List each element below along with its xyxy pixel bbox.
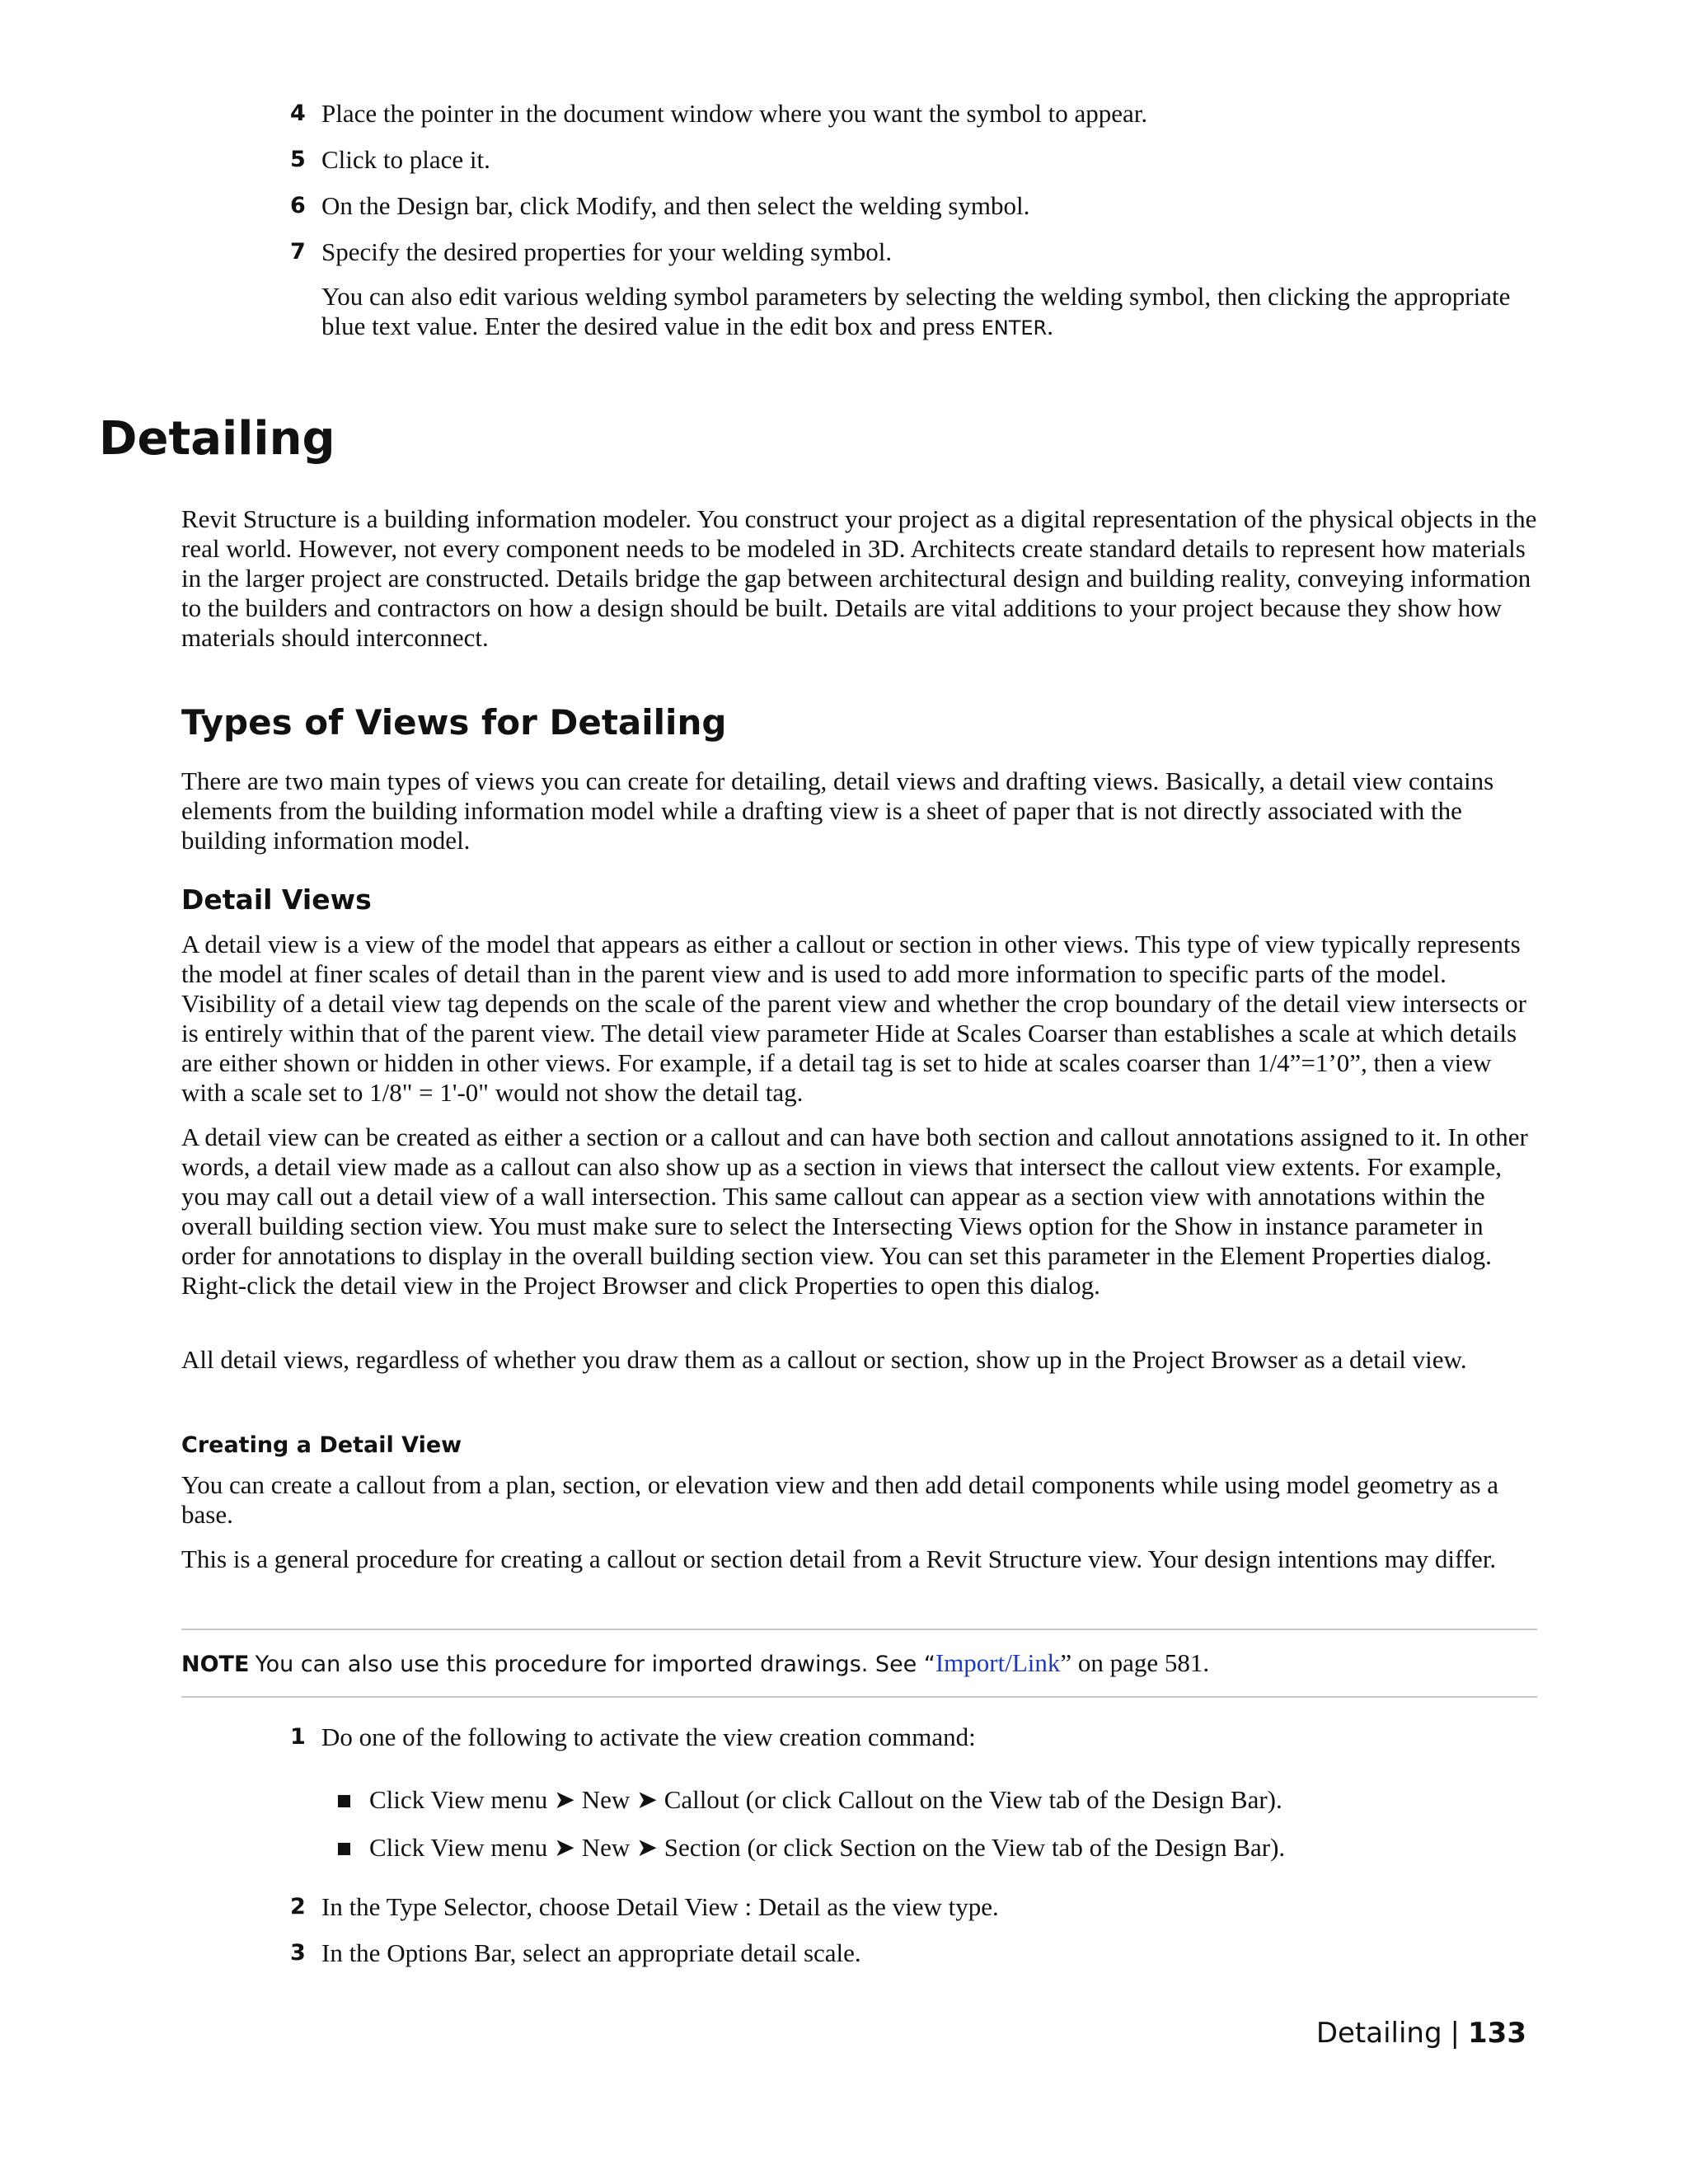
bullet-text: Click View menu ➤ New ➤ Callout (or click Callout on the View tab of the Design Bar). (369, 1785, 1282, 1814)
subsubsection-heading: Detail Views (181, 883, 372, 916)
step-number: 6 (290, 193, 306, 218)
step-text: On the Design bar, click Modify, and then select the welding symbol. (321, 191, 1030, 220)
step-number: 7 (290, 239, 306, 265)
bullet-square-icon (338, 1795, 350, 1807)
page-footer (1316, 2015, 1526, 2051)
detail-views-paragraph: All detail views, regardless of whether you draw them as a callout or section, show up in the Project Browser as a detail view. (181, 1345, 1467, 1374)
import-link[interactable]: Import/Link (935, 1648, 1061, 1677)
note-after: ” on page 581. (1060, 1648, 1210, 1677)
note-label: NOTE (181, 1652, 250, 1677)
subsection-heading: Types of Views for Detailing (181, 702, 727, 743)
step-number: 4 (290, 101, 306, 126)
bullet-square-icon (338, 1843, 350, 1855)
step-number: 1 (290, 1724, 306, 1750)
key-name: ENTER (981, 316, 1048, 340)
note-top-rule (181, 1629, 1537, 1630)
step-number: 3 (290, 1940, 306, 1966)
step-text: In the Options Bar, select an appropriate detail scale. (321, 1938, 861, 1967)
step-text: Do one of the following to activate the view creation command: (321, 1722, 976, 1751)
creating-paragraph: This is a general procedure for creating a callout or section detail from a Revit Structure view. Your design intentions may differ. (181, 1544, 1497, 1573)
note-text: You can also use this procedure for imported drawings. See “ (255, 1652, 935, 1677)
detail-views-paragraph: A detail view is a view of the model that appears as either a callout or section in other views. This type of view typically represents the model at finer scales of detail than in the parent view and is used to add more information to specific parts of the model. Visibility of a detail view tag depends on the scale of the parent view and whether the crop boundary of the detail view intersects or is entirely within that of the parent view. The detail view parameter Hide at Scales Coarser than establishes a scale at which details are either shown or hidden in other views. For example, if a detail tag is set to hide at scales coarser than 1/4”=1’0”, then a view with a scale set to 1/8" = 1'-0" would not show the detail tag. (181, 930, 1526, 1107)
step-number: 2 (290, 1894, 306, 1919)
detail-views-paragraph: A detail view can be created as either a section or a callout and can have both section and callout annotations assigned to it. In other words, a detail view made as a callout can also show up as a section in views that intersect the callout view extents. For example, you may call out a detail view of a wall intersection. This same callout can appear as a section view with annotations within the overall building section view. You must make sure to select the Intersecting Views option for the Show in instance parameter in order for annotations to display in the overall building section view. You can set this parameter in the Element Properties dialog. Right-click the detail view in the Project Browser and click Properties to open this dialog. (181, 1122, 1528, 1300)
types-paragraph: There are two main types of views you can create for detailing, detail views and drafting views. Basically, a detail view contains elements from the building information model while a drafting view is a sheet of paper that is not directly associated with the building information model. (181, 766, 1494, 855)
step-text: Place the pointer in the document window where you want the symbol to appear. (321, 99, 1148, 128)
intro-paragraph: Revit Structure is a building information modeler. You construct your project as a digital representation of the physical objects in the real world. However, not every component needs to be modeled in 3D. Architects create standard details to represent how materials in the larger project are constructed. Details bridge the gap between architectural design and building reality, conveying information to the builders and contractors on how a design should be built. Details are vital additions to your project because they show how materials should interconnect. (181, 504, 1537, 652)
section-heading: Detailing (99, 412, 335, 466)
creating-paragraph: You can create a callout from a plan, section, or elevation view and then add detail components while using model geometry as a base. (181, 1470, 1499, 1529)
step-text: Specify the desired properties for your welding symbol. (321, 237, 893, 266)
note-box (181, 1647, 1537, 1681)
page-number: 133 (1468, 2017, 1526, 2050)
footer-section-name: Detailing (1315, 2017, 1442, 2050)
step-continuation (321, 282, 1537, 343)
step-text: In the Type Selector, choose Detail View : Detail as the view type. (321, 1892, 999, 1921)
step-text: Click to place it. (321, 145, 490, 174)
step-number: 5 (290, 147, 306, 172)
footer-separator: | (1450, 2017, 1461, 2050)
procedure-heading: Creating a Detail View (181, 1432, 462, 1458)
note-bottom-rule (181, 1696, 1537, 1698)
step-continuation-end: . (1047, 312, 1053, 340)
step-continuation-text: You can also edit various welding symbol parameters by selecting the welding symbol, then clicking the appropriate blue text value. Enter the desired value in the edit box and press (321, 282, 1511, 340)
bullet-text: Click View menu ➤ New ➤ Section (or click Section on the View tab of the Design Bar). (369, 1833, 1286, 1862)
